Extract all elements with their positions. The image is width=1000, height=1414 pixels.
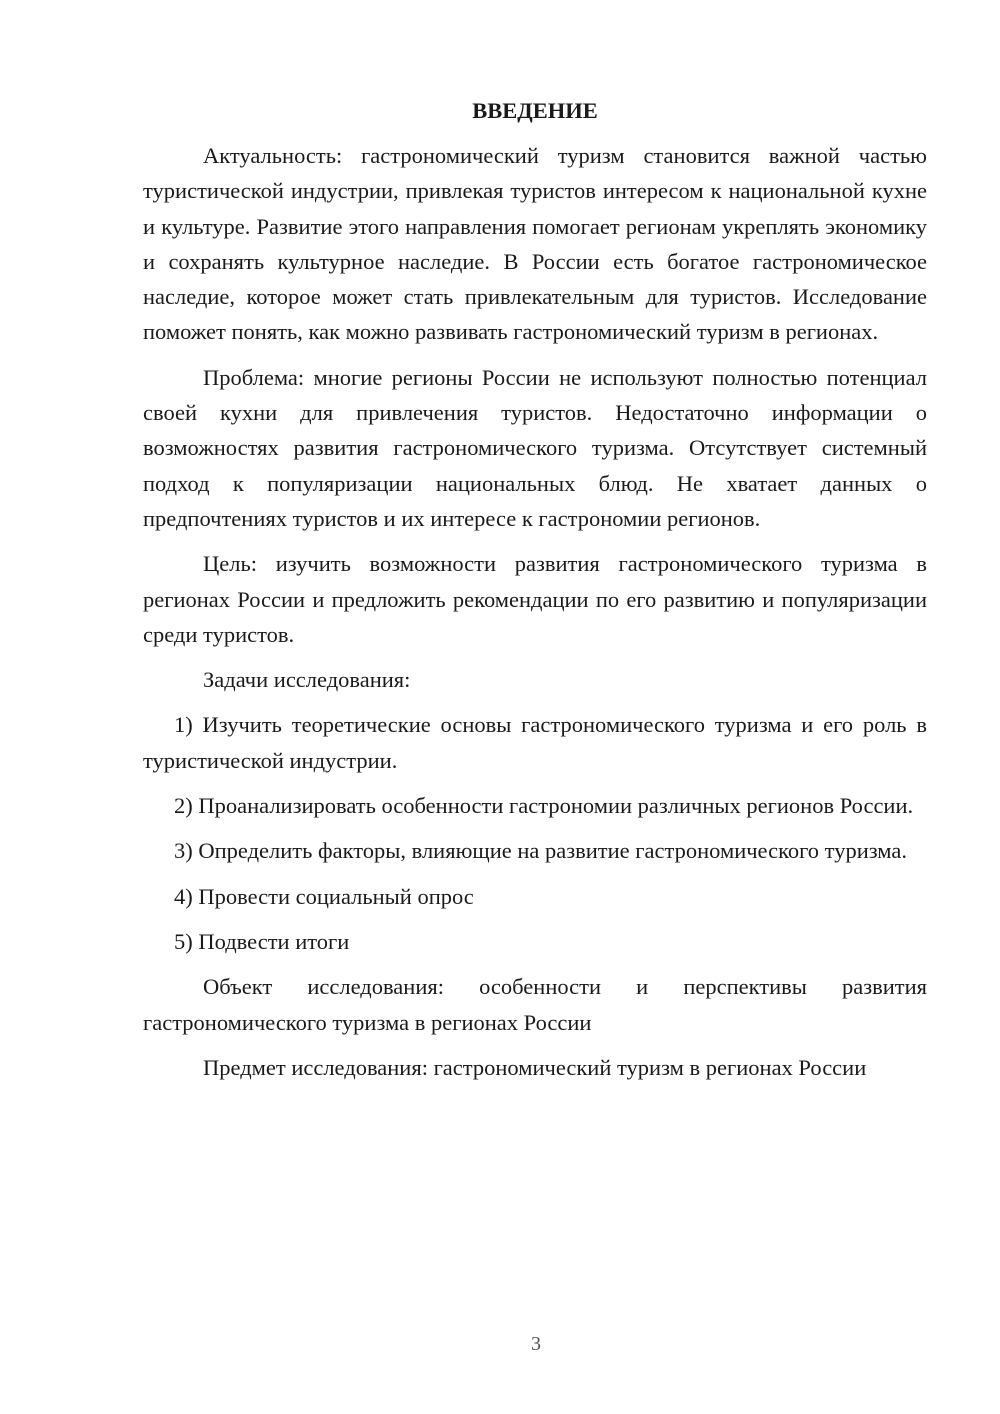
paragraph-relevance: Актуальность: гастрономический туризм становится важной частью туристической индустрии, привлекая туристов интересом к национальной кухне и культуре. Развитие этого направления помогает регионам укреплять экономику и сохранять культурное наследие. В России есть богатое гастрономическое наследие, которое может стать привлекательным для туристов. Исследование поможет понять, как можно развивать гастрономический туризм в регионах. [143, 143, 927, 345]
page-number: 3 [531, 1333, 541, 1355]
paragraph-subject: Предмет исследования: гастрономический туризм в регионах России [203, 1054, 867, 1080]
list-item: 3) Определить факторы, влияющие на развитие гастрономического туризма. [174, 838, 908, 864]
list-item: 4) Провести социальный опрос [174, 883, 474, 909]
list-item: 5) Подвести итоги [174, 928, 350, 954]
tasks-title: Задачи исследования: [203, 667, 411, 693]
page-content [143, 94, 927, 1095]
list-item: 2) Проанализировать особенности гастрономии различных регионов России. [174, 793, 914, 819]
paragraph-object: Объект исследования: особенности и перспективы развития гастрономического туризма в регионах России [143, 974, 927, 1035]
paragraph-problem: Проблема: многие регионы России не используют полностью потенциал своей кухни для привлечения туристов. Недостаточно информации о возможностях развития гастрономического туризма. Отсутствует системный подход к популяризации национальных блюд. Не хватает данных о предпочтениях туристов и их интересе к гастрономии регионов. [143, 364, 927, 531]
section-heading: ВВЕДЕНИЕ [472, 98, 598, 123]
list-item: 1) Изучить теоретические основы гастрономического туризма и его роль в туристической индустрии. [143, 712, 927, 773]
paragraph-goal: Цель: изучить возможности развития гастрономического туризма в регионах России и предложить рекомендации по его развитию и популяризации среди туристов. [143, 551, 927, 647]
